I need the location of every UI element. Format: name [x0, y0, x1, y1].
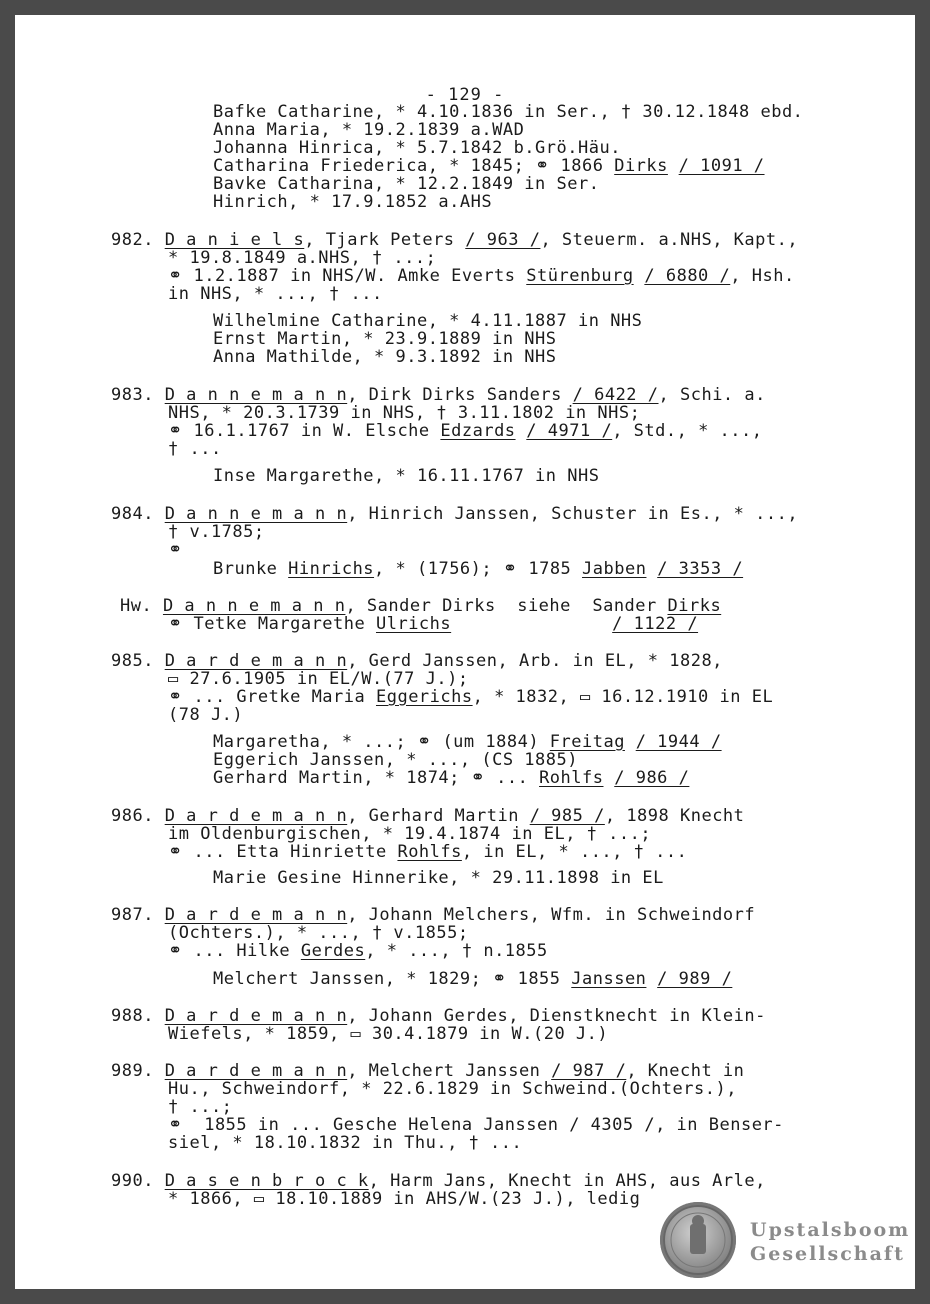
underlined-text: / 963 / — [465, 230, 541, 250]
underlined-text: / 1091 / — [678, 156, 765, 176]
text-line — [168, 843, 687, 862]
text-line — [168, 706, 243, 725]
text-segment: in NHS, * ..., † ... — [168, 284, 383, 304]
underlined-text: / 6880 / — [644, 266, 731, 286]
text-segment: 990. — [111, 1171, 165, 1191]
text-segment: 988. — [111, 1006, 165, 1026]
text-segment: , Johann Gerdes, Dienstknecht in Klein- — [347, 1006, 766, 1026]
text-segment: * 1866, ▭ 18.10.1889 in AHS/W.(23 J.), ledig — [168, 1189, 641, 1209]
text-segment: 984. — [111, 504, 165, 524]
text-segment: Anna Maria, * 19.2.1839 a.WAD — [213, 120, 525, 140]
text-segment: 989. — [111, 1061, 165, 1081]
text-segment: ⚭ 16.1.1767 in W. Elsche — [168, 421, 441, 441]
underlined-text: Janssen — [571, 969, 647, 989]
text-segment: 982. — [111, 230, 165, 250]
text-segment: , Hsh. — [730, 266, 795, 286]
text-segment: Margaretha, * ...; ⚭ (um 1884) — [213, 732, 550, 752]
text-segment: , * 1832, ▭ 16.12.1910 in EL — [472, 687, 774, 707]
watermark-text — [750, 1218, 910, 1266]
text-segment: Anna Mathilde, * 9.3.1892 in NHS — [213, 347, 557, 367]
text-segment: Gerhard Martin, * 1874; ⚭ ... — [213, 768, 540, 788]
text-segment: , Knecht in — [626, 1061, 745, 1081]
text-segment: Inse Margarethe, * 16.11.1767 in NHS — [213, 466, 600, 486]
text-segment — [603, 768, 614, 788]
underlined-text: Eggerichs — [375, 687, 473, 707]
underlined-text: / 1122 / — [612, 614, 699, 634]
underlined-text: D a r d e m a n n — [164, 905, 348, 925]
text-segment: ⚭ — [168, 540, 183, 560]
watermark-line2: Gesellschaft — [750, 1243, 905, 1265]
document-page — [15, 15, 915, 1289]
text-segment: (78 J.) — [168, 705, 244, 725]
underlined-text: D a n n e m a n n — [162, 596, 346, 616]
text-segment: ⚭ Tetke Margarethe — [168, 614, 376, 634]
text-segment — [668, 156, 679, 176]
underlined-text: / 985 / — [529, 806, 605, 826]
underlined-text: Jabben — [582, 559, 647, 579]
text-segment: , Schi. a. — [658, 385, 766, 405]
underlined-text: Hinrichs — [288, 559, 375, 579]
underlined-text: / 4971 / — [526, 421, 613, 441]
watermark-line1: Upstalsboom — [750, 1219, 911, 1241]
text-segment — [516, 421, 527, 441]
underlined-text: Edzards — [440, 421, 516, 441]
text-segment: Hinrich, * 17.9.1852 a.AHS — [213, 192, 493, 212]
text-line — [168, 942, 548, 961]
underlined-text: D a r d e m a n n — [164, 1006, 348, 1026]
text-segment: , Sander Dirks siehe Sander — [345, 596, 668, 616]
text-segment: Hu., Schweindorf, * 22.6.1829 in Schweind.(Ochters.), — [168, 1079, 737, 1099]
text-segment: NHS, * 20.3.1739 in NHS, † 3.11.1802 in NHS; — [168, 403, 641, 423]
text-segment: † ...; — [168, 1097, 233, 1117]
underlined-text: / 987 / — [551, 1061, 627, 1081]
seal-logo-icon — [660, 1202, 736, 1278]
text-segment: , Steuerm. a.NHS, Kapt., — [540, 230, 799, 250]
underlined-text: Dirks — [614, 156, 668, 176]
text-line — [213, 348, 557, 367]
underlined-text: D a n n e m a n n — [164, 504, 348, 524]
text-line — [168, 1190, 640, 1209]
text-line — [213, 467, 599, 486]
text-segment: Melchert Janssen, * 1829; ⚭ 1855 — [213, 969, 572, 989]
text-line — [213, 769, 689, 788]
text-segment: 987. — [111, 905, 165, 925]
text-segment: † ... — [168, 439, 222, 459]
text-segment: Wiefels, * 1859, ▭ 30.4.1879 in W.(20 J.) — [168, 1024, 609, 1044]
text-segment: im Oldenburgischen, * 19.4.1874 in EL, † ...; — [168, 824, 652, 844]
text-segment: , Gerd Janssen, Arb. in EL, * 1828, — [347, 651, 723, 671]
text-segment — [646, 969, 657, 989]
text-segment: Ernst Martin, * 23.9.1889 in NHS — [213, 329, 557, 349]
underlined-text: / 1944 / — [635, 732, 722, 752]
text-segment: , Tjark Peters — [304, 230, 466, 250]
text-segment: 985. — [111, 651, 165, 671]
text-line — [213, 970, 732, 989]
underlined-text: Ulrichs — [375, 614, 452, 634]
text-segment: 983. — [111, 385, 165, 405]
text-segment: , Dirk Dirks Sanders — [347, 385, 573, 405]
underlined-text: D a r d e m a n n — [164, 651, 348, 671]
text-segment: (Ochters.), * ..., † v.1855; — [168, 923, 469, 943]
underlined-text: Gerdes — [300, 941, 366, 961]
text-segment: , Harm Jans, Knecht in AHS, aus Arle, — [368, 1171, 766, 1191]
text-segment: siel, * 18.10.1832 in Thu., † ... — [168, 1133, 523, 1153]
text-segment: ⚭ ... Gretke Maria — [168, 687, 376, 707]
text-segment — [646, 559, 657, 579]
underlined-text: D a n i e l s — [164, 230, 305, 250]
text-line — [168, 541, 183, 560]
text-line — [168, 688, 773, 707]
underlined-text: Rohlfs — [539, 768, 604, 788]
underlined-text: Stürenburg — [526, 266, 634, 286]
text-segment: ⚭ ... Hilke — [168, 941, 301, 961]
text-line — [168, 1025, 608, 1044]
underlined-text: / 3353 / — [657, 559, 744, 579]
text-segment — [625, 732, 636, 752]
text-segment: , in EL, * ..., † ... — [461, 842, 688, 862]
text-segment: ▭ 27.6.1905 in EL/W.(77 J.); — [168, 669, 469, 689]
underlined-text: / 6422 / — [572, 385, 659, 405]
text-segment — [451, 614, 612, 634]
text-line — [168, 615, 698, 634]
text-line — [168, 440, 222, 459]
text-segment: Bafke Catharine, * 4.10.1836 in Ser., † 30.12.1848 ebd. — [213, 102, 804, 122]
underlined-text: D a r d e m a n n — [164, 806, 348, 826]
underlined-text: Freitag — [549, 732, 625, 752]
text-segment: ⚭ 1855 in ... Gesche Helena Janssen / 4305 /, in Benser- — [168, 1115, 784, 1135]
text-segment — [634, 266, 645, 286]
text-segment: Marie Gesine Hinnerike, * 29.11.1898 in EL — [213, 868, 664, 888]
text-segment: Johanna Hinrica, * 5.7.1842 b.Grö.Häu. — [213, 138, 621, 158]
text-segment: * 19.8.1849 a.NHS, † ...; — [168, 248, 437, 268]
text-segment: Catharina Friederica, * 1845; ⚭ 1866 — [213, 156, 615, 176]
underlined-text: D a r d e m a n n — [164, 1061, 348, 1081]
text-line — [168, 1080, 737, 1099]
text-segment: , Std., * ..., — [612, 421, 763, 441]
text-segment: † v.1785; — [168, 522, 265, 542]
text-segment: ⚭ 1.2.1887 in NHS/W. Amke Everts — [168, 266, 527, 286]
underlined-text: Rohlfs — [397, 842, 462, 862]
text-segment: Hw. — [120, 596, 163, 616]
underlined-text: / 989 / — [657, 969, 733, 989]
text-segment: , * ..., † n.1855 — [365, 941, 548, 961]
text-segment: , Gerhard Martin — [347, 806, 530, 826]
text-line — [213, 869, 664, 888]
text-segment: , Melchert Janssen — [347, 1061, 552, 1081]
text-segment: , * (1756); ⚭ 1785 — [374, 559, 583, 579]
underlined-text: D a s e n b r o c k — [164, 1171, 369, 1191]
underlined-text: D a n n e m a n n — [164, 385, 348, 405]
text-segment: Eggerich Janssen, * ..., (CS 1885) — [213, 750, 578, 770]
text-line — [168, 285, 383, 304]
text-segment: Bavke Catharina, * 12.2.1849 in Ser. — [213, 174, 600, 194]
text-line — [168, 422, 762, 441]
text-segment: , Hinrich Janssen, Schuster in Es., * ..., — [347, 504, 799, 524]
text-segment: , Johann Melchers, Wfm. in Schweindorf — [347, 905, 756, 925]
text-segment: 986. — [111, 806, 165, 826]
text-segment: Brunke — [213, 559, 289, 579]
text-segment: , 1898 Knecht — [604, 806, 745, 826]
page-number: - 129 - — [425, 85, 505, 105]
text-segment: Wilhelmine Catharine, * 4.11.1887 in NHS — [213, 311, 643, 331]
underlined-text: Dirks — [667, 596, 722, 616]
text-line — [213, 193, 492, 212]
underlined-text: / 986 / — [614, 768, 690, 788]
text-line — [168, 1134, 522, 1153]
text-segment: ⚭ ... Etta Hinriette — [168, 842, 398, 862]
text-line — [213, 560, 743, 579]
